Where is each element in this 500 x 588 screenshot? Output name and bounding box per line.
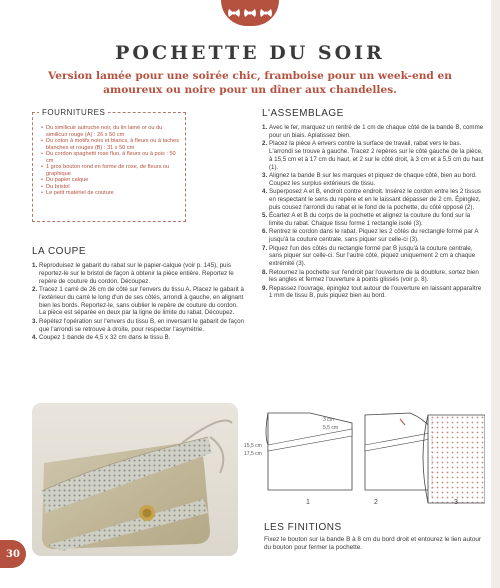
measure-label: 3 cm bbox=[323, 417, 334, 423]
list-item: • 1 gros bouton rond en forme de rose, de fleurs ou graphique bbox=[41, 164, 181, 177]
measure-label: 15,5 cm bbox=[244, 443, 262, 449]
fournitures-box bbox=[32, 108, 186, 222]
step-number: 6. bbox=[262, 228, 268, 236]
step-item bbox=[262, 188, 486, 211]
step-item bbox=[262, 172, 486, 188]
step-text: Écartez A et B du corps de la pochette et alignez la couture du fond sur la limite du rabat. Chaque tissu forme 1 rectangle isolé (3). bbox=[269, 212, 471, 227]
list-item: • Le petit matériel de couture bbox=[41, 190, 181, 197]
la-coupe-heading: LA COUPE bbox=[32, 246, 87, 257]
step-text: Tracez 1 carré de 26 cm de côté sur l'envers du tissu A. Placez le gabarit à l'extérieur du carré le long d'un de ses côtés, arrondi à gauche, en alignant bien les bords. Reportez-le, sans oublier le repère de couture du cordon. La pièce est séparée en deux par la ligne de limite du rabat. Découpez. bbox=[39, 285, 244, 317]
measure-label: 5,5 cm bbox=[323, 425, 339, 431]
finitions-heading: LES FINITIONS bbox=[264, 522, 342, 533]
fournitures-heading: FOURNITURES bbox=[39, 108, 108, 117]
step-text: Alignez la bande B sur les marques et piquez de chaque côté, bien au bord. Coupez les surplus extérieurs de tissu. bbox=[269, 171, 477, 187]
bow-icon bbox=[243, 7, 257, 19]
step-text: Superposez A et B, endroit contre endroit. Insérez le cordon entre les 2 tissus en respectant le sens du repère et en le laissant dépasser de 2 cm. Épinglez, puis cousez l'arrondi du rabat et le fond de la pochette, du côté opposé (2). bbox=[269, 188, 481, 211]
step-number: 4. bbox=[32, 333, 38, 341]
page-title: POCHETTE DU SOIR bbox=[115, 42, 385, 64]
step-text: Placez la pièce A envers contre la surface de travail, rabat vers le bas. L'arrondi se trouve à gauche. Tracez 2 repères sur le côté gauche de la pièce, à 15,5 cm et à 17 cm du haut, et 2 sur le côté droit, à 3 cm et à 5,5 cm du haut (1). bbox=[269, 140, 484, 171]
figure-number: 3 bbox=[454, 499, 458, 506]
step-number: 2. bbox=[32, 285, 38, 293]
figure-number: 2 bbox=[374, 499, 378, 506]
measure-label: 17,5 cm bbox=[244, 451, 262, 457]
step-number: 8. bbox=[262, 268, 268, 276]
list-item: • Du cordon spaghetti rose fluo, à fleurs ou à pois : 50 cm bbox=[41, 151, 181, 164]
step-text: Reproduisez le gabarit du rabat sur le papier-calque (voir p. 145), puis reportez-le sur le bristol de façon à obtenir la pièce entière. Reportez le repère de couture du cordon. Découpez. bbox=[39, 262, 234, 285]
step-number: 7. bbox=[262, 244, 268, 252]
step-number: 5. bbox=[262, 212, 268, 220]
step-text: Retournez la pochette sur l'endroit par l'ouverture de la doublure, sortez bien les angles et fermez l'ouverture à points glissés (voir p. 8). bbox=[269, 268, 479, 284]
step-item bbox=[262, 269, 486, 285]
step-text: Avec le fer, marquez un rentré de 1 cm de chaque côté de la bande B, comme pour un biais. Aplatissez bien. bbox=[269, 124, 484, 139]
step-item bbox=[32, 286, 244, 317]
step-number: 2. bbox=[262, 140, 268, 148]
list-item: • Du bristol bbox=[41, 184, 181, 191]
step-item bbox=[32, 334, 244, 342]
step-item bbox=[262, 285, 486, 301]
bow-icon bbox=[227, 7, 241, 19]
assemblage-heading: L'ASSEMBLAGE bbox=[262, 108, 344, 119]
step-number: 9. bbox=[262, 284, 268, 292]
step-text: Repassez l'ouvrage, épinglez tout autour de l'ouverture en laissant apparaître 1 mm de tissu B, puis piquez bien au bord. bbox=[269, 284, 482, 300]
step-number: 1. bbox=[32, 262, 38, 269]
step-item bbox=[262, 212, 486, 228]
page-number: 30 bbox=[0, 540, 26, 568]
pouch-photo bbox=[32, 403, 238, 556]
header-tab bbox=[221, 0, 279, 26]
assemblage-steps bbox=[262, 124, 486, 301]
step-text: Coupez 1 bande de 4,5 x 32 cm dans le tissu B. bbox=[39, 333, 171, 341]
la-coupe-steps bbox=[32, 262, 244, 342]
step-text: Rentrez le cordon dans le rabat. Piquez les 2 côtés du rectangle formé par A jusqu'à la couture centrale, sans piquer sur celle-ci (3). bbox=[269, 228, 479, 244]
step-number: 3. bbox=[32, 317, 38, 325]
figure-number: 1 bbox=[306, 499, 310, 506]
step-item bbox=[262, 124, 486, 140]
assembly-diagrams bbox=[240, 405, 485, 523]
step-item bbox=[32, 262, 244, 285]
step-item bbox=[32, 318, 244, 334]
step-text: Piquez l'un des côtés du rectangle formé par B jusqu'à la couture centrale, sans piquer sur celle-ci. Sur l'autre côté, piquez uniquement 2 cm à chaque extrémité (3). bbox=[269, 244, 476, 268]
step-number: 3. bbox=[262, 171, 268, 179]
list-item: • Du coton à motifs noirs et blancs, à fleurs ou à taches blanches et rouges (B) : 31 x 50 cm bbox=[41, 138, 181, 151]
finitions-text: Fixez le bouton sur la bande B à 8 cm du bord droit et entourez le lien autour du bouton pour fermer la pochette. bbox=[264, 536, 482, 551]
step-item bbox=[262, 140, 486, 171]
fournitures-list bbox=[33, 113, 185, 197]
step-number: 4. bbox=[262, 188, 268, 196]
bow-icon bbox=[259, 7, 273, 19]
step-text: Répétez l'opération sur l'envers du tissu B, en inversant le gabarit de façon que l'arrondi se retrouve à droite, pour respecter l'asymétrie. bbox=[39, 317, 244, 333]
step-item bbox=[262, 245, 486, 268]
list-item: • Du papier calque bbox=[41, 177, 181, 184]
list-item: • Du similicuir autruche noir, du lin lamé or ou du similicuir rouge (A) : 26 x 50 cm bbox=[41, 125, 181, 138]
page-edge bbox=[491, 0, 500, 588]
page-subtitle: Version lamée pour une soirée chic, framboise pour un week-end en amoureux ou noire pour un dîner aux chandelles. bbox=[48, 70, 452, 96]
step-number: 1. bbox=[262, 124, 268, 131]
step-item bbox=[262, 228, 486, 244]
